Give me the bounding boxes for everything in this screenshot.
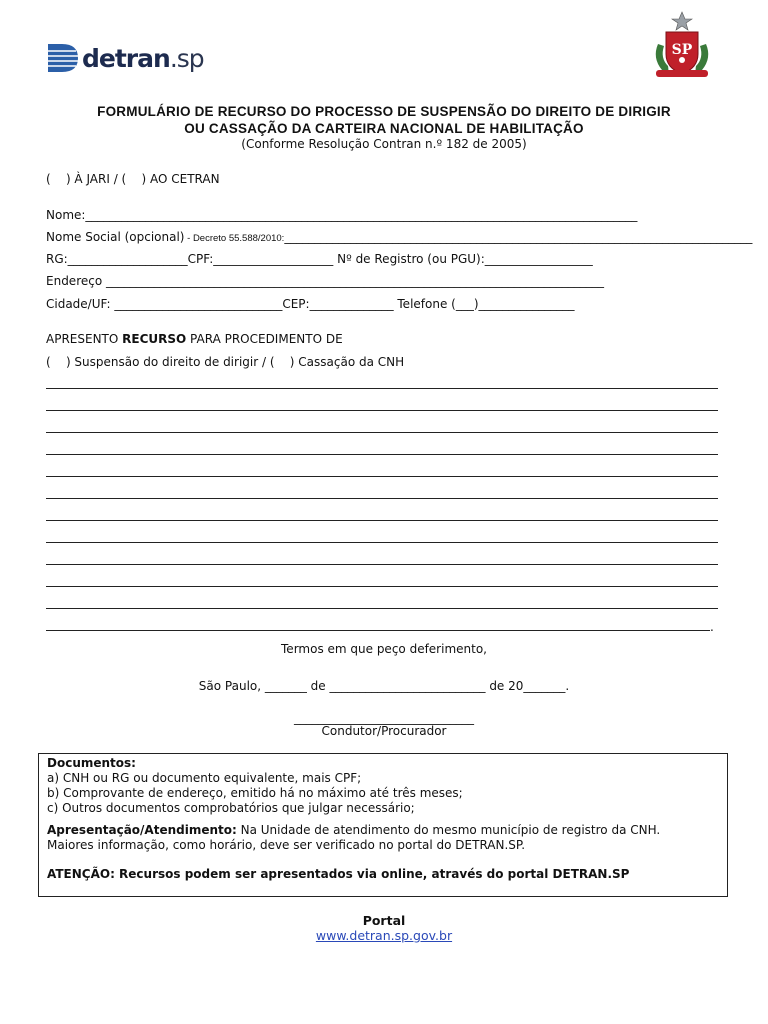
form-subtitle: (Conforme Resolução Contran n.º 182 de 2005) <box>241 137 527 151</box>
writing-line[interactable] <box>46 432 718 433</box>
document-item-c: c) Outros documentos comprobatórios que julgar necessário; <box>47 801 415 815</box>
documents-box <box>38 753 728 897</box>
writing-line[interactable] <box>46 542 718 543</box>
writing-line[interactable] <box>46 498 718 499</box>
form-title-line1: FORMULÁRIO DE RECURSO DO PROCESSO DE SUSPENSÃO DO DIREITO DE DIRIGIR <box>97 104 671 119</box>
recurso-statement: APRESENTO RECURSO PARA PROCEDIMENTO DE <box>46 332 343 346</box>
nome-social-field[interactable] <box>46 230 752 244</box>
writing-line[interactable] <box>46 608 718 609</box>
writing-line[interactable] <box>46 586 718 587</box>
document-item-b: b) Comprovante de endereço, emitido há no máximo até três meses; <box>47 786 463 800</box>
portal-label: Portal <box>362 913 406 928</box>
writing-line[interactable] <box>46 476 718 477</box>
writing-line[interactable] <box>46 388 718 389</box>
document-item-a: a) CNH ou RG ou documento equivalente, mais CPF; <box>47 771 362 785</box>
nome-social-line: ______________________________________________________________________________ <box>284 230 753 244</box>
nome-social-label: Nome Social (opcional) <box>46 230 185 244</box>
documents-heading: Documentos: <box>47 756 136 770</box>
detran-logo-icon <box>46 42 80 74</box>
seal-text: SP <box>671 42 693 58</box>
destination-choice[interactable]: ( ) À JARI / ( ) AO CETRAN <box>46 172 220 186</box>
signature-line[interactable]: ______________________________ <box>294 711 474 725</box>
writing-line[interactable] <box>46 630 710 631</box>
end-mark: . <box>710 620 714 634</box>
writing-line[interactable] <box>46 520 718 521</box>
logo-suffix: .sp <box>169 44 204 73</box>
portal-link[interactable]: www.detran.sp.gov.br <box>315 928 453 943</box>
form-title-line2: OU CASSAÇÃO DA CARTEIRA NACIONAL DE HABILITAÇÃO <box>184 121 584 136</box>
cidade-cep-telefone-field[interactable]: Cidade/UF: ____________________________CEP:______________ Telefone (___)________________ <box>46 297 575 311</box>
writing-line[interactable] <box>46 564 718 565</box>
endereco-field[interactable]: Endereço ___________________________________________________________________________________ <box>46 274 604 288</box>
logo-text: detran <box>82 44 170 73</box>
detran-logo <box>46 40 204 80</box>
writing-line[interactable] <box>46 410 718 411</box>
apresentacao-text: Apresentação/Atendimento: Na Unidade de atendimento do mesmo município de registro da CNH. <box>47 823 661 837</box>
sao-paulo-seal <box>650 10 714 84</box>
nome-field[interactable]: Nome:____________________________________________________________________________________________ <box>46 208 638 222</box>
rg-cpf-registro-field[interactable]: RG:____________________CPF:____________________ Nº de Registro (ou PGU):__________________ <box>46 252 593 266</box>
signature-label: Condutor/Procurador <box>321 724 447 738</box>
recurso-options[interactable]: ( ) Suspensão do direito de dirigir / ( ) Cassação da CNH <box>46 355 405 369</box>
terms-text: Termos em que peço deferimento, <box>281 642 487 656</box>
atencao-text: ATENÇÃO: Recursos podem ser apresentados via online, através do portal DETRAN.SP <box>47 867 630 881</box>
date-line[interactable]: São Paulo, _______ de __________________________ de 20_______. <box>198 679 570 693</box>
apresentacao-text-2: Maiores informação, como horário, deve ser verificado no portal do DETRAN.SP. <box>47 838 526 852</box>
nome-social-decree: - Decreto 55.588/2010: <box>184 233 285 244</box>
writing-line[interactable] <box>46 454 718 455</box>
